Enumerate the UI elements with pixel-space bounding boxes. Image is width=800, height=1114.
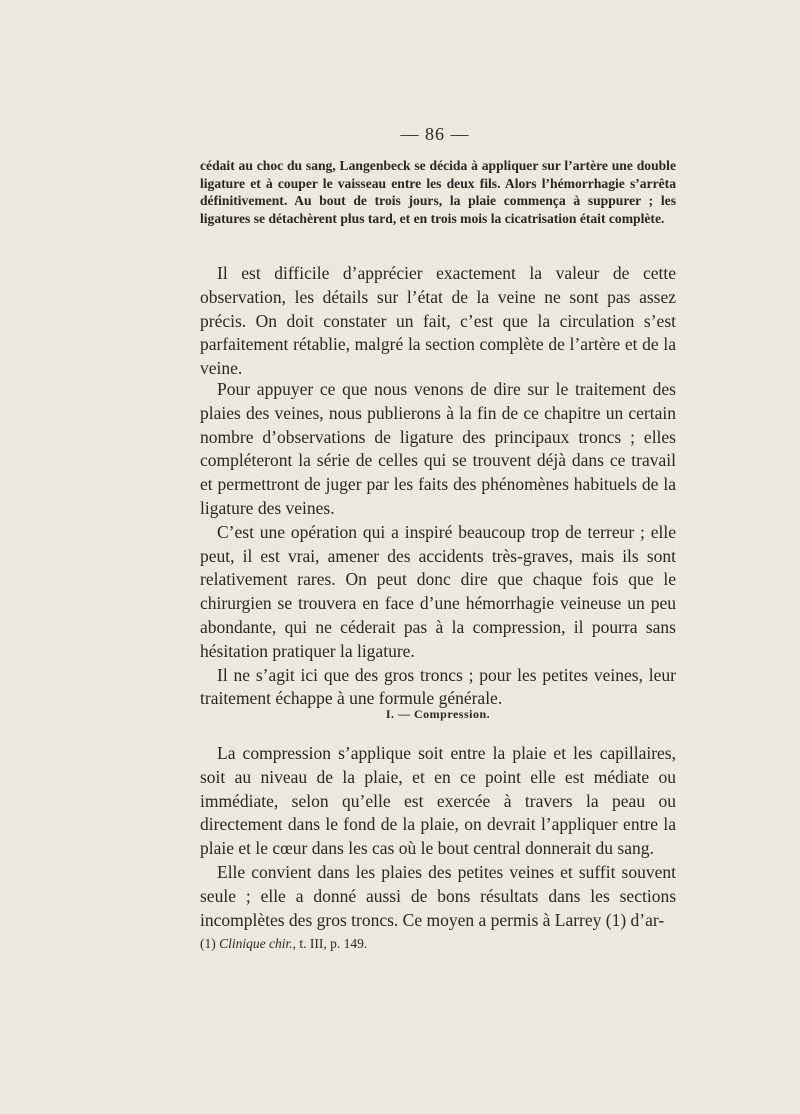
footnote — [200, 936, 367, 952]
page-number: — 86 — — [400, 124, 470, 144]
footnote-source: Clinique chir. — [219, 936, 293, 951]
paragraph-observation — [200, 262, 676, 381]
paragraph: Il est difficile d’apprécier exactement la valeur de cette observation, les détails sur l’état de la veine ne sont pas assez précis. On doit constater un fait, c’est que la circulation s’est parfaitement rétablie, malgré la section complète de l’artère et de la veine. — [200, 263, 676, 379]
top-paragraph: cédait au choc du sang, Langenbeck se décida à appliquer sur l’artère une double ligature et à couper le vaisseau entre les deux fils. Alors l’hémorrhagie s’arrêta définitivement. Au bout de trois jours, la plaie commença à suppurer ; les ligatures se détachèrent plus tard, et en trois mois la cicatrisation était complète. — [200, 158, 676, 226]
paragraph: Elle convient dans les plaies des petites veines et suffit souvent seule ; elle a donné aussi de bons résultats dans les sections incomplètes des gros troncs. Ce moyen a permis à Larrey (1) d’ar- — [200, 861, 676, 930]
paragraph-group-ligature — [200, 378, 676, 711]
footnote-reference: , t. III, p. 149. — [292, 936, 368, 951]
paragraph-group-compression — [200, 742, 676, 932]
paragraph: La compression s’applique soit entre la plaie et les capillaires, soit au niveau de la plaie, et en ce point elle est médiate ou immédiate, selon qu’elle est exercée à travers la peau ou directement dans le fond de la plaie, on devrait l’appliquer entre la plaie et le cœur dans les cas où le bout central donnerait du sang. — [200, 743, 676, 859]
paragraph: C’est une opération qui a inspiré beaucoup trop de terreur ; elle peut, il est vrai, amener des accidents très-graves, mais ils sont relativement rares. On peut donc dire que chaque fois que le chirurgien se trouvera en face d’une hémorrhagie veineuse un peu abondante, qui ne céderait pas à la compression, il pourra sans hésitation pratiquer la ligature. — [200, 521, 676, 661]
paragraph: Pour appuyer ce que nous venons de dire sur le traitement des plaies des veines, nous publierons à la fin de ce chapitre un certain nombre d’observations de ligature des principaux troncs ; elles compléteront la série de celles qui se trouvent déjà dans ce travail et permettront de juger par les faits des phénomènes habituels de la ligature des veines. — [200, 379, 676, 518]
section-heading: I. — Compression. — [385, 707, 491, 721]
paragraph: Il ne s’agit ici que des gros troncs ; pour les petites veines, leur traitement échappe à une formule générale. — [200, 664, 676, 709]
footnote-marker: (1) — [200, 936, 216, 951]
